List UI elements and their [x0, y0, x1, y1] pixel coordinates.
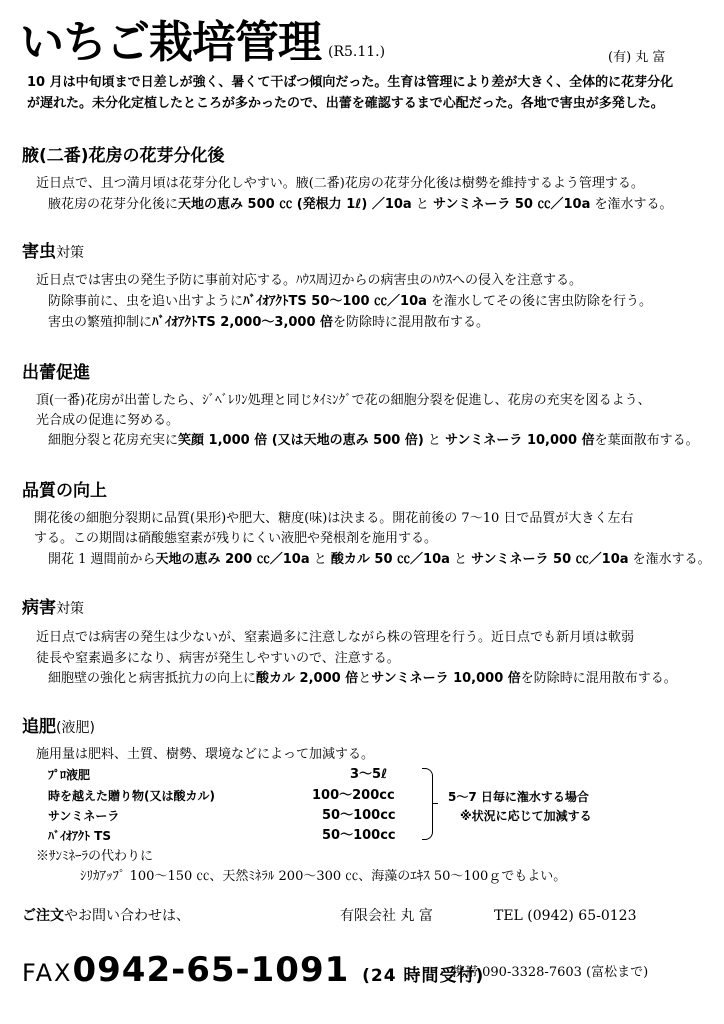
section-4-line-3: 開花 1 週間前から天地の恵み 200 ㏄／10a と 酸カル 50 ㏄／10a と サンミネーラ 50 ㏄／10a を潅水する。	[48, 552, 711, 567]
dose-item-amount: 50～100cc	[322, 828, 396, 843]
section-heading-pest: 害虫対策	[22, 242, 84, 262]
section-3-line-2: 光合成の促進に努める。	[36, 413, 180, 428]
section-heading-topdressing: 追肥(液肥)	[22, 717, 95, 737]
fax-line	[22, 950, 484, 996]
product-dose: 笑顔 1,000 倍 (又は天地の恵み 500 倍)	[178, 433, 424, 448]
section-1-line-1: 近日点で、且つ満月頃は花芽分化しやすい。腋(二番)花房の花芽分化後は樹勢を維持するよう管理する。	[36, 176, 644, 191]
fax-label: FAX	[22, 959, 73, 987]
dose-item-name: ﾌﾟﾛ液肥	[48, 768, 91, 782]
alternative-note: ※ｻﾝﾐﾈｰﾗの代わりに	[36, 849, 154, 864]
order-inquiry: ご注文やお問い合わせは、	[22, 908, 190, 924]
product-dose: 酸カル 50 ㏄／10a	[330, 552, 450, 567]
fax-hours: (24 時間受付)	[362, 966, 485, 986]
product-dose: 酸カル 2,000 倍	[256, 671, 359, 686]
product-dose: ﾊﾞｲｵｱｸﾄTS 2,000～3,000 倍	[152, 315, 334, 330]
page-title: いちご栽培管理	[20, 17, 321, 68]
section-6-line-1: 施用量は肥料、土質、樹勢、環境などによって加減する。	[36, 747, 375, 762]
dose-item-amount: 100～200cc	[312, 788, 395, 803]
section-heading-quality: 品質の向上	[22, 481, 107, 501]
company-name: 有限会社 丸 富	[340, 908, 433, 924]
product-dose: ﾊﾞｲｵｱｸﾄTS 50～100 ㏄／10a	[243, 294, 427, 309]
dose-bracket-tip	[432, 803, 438, 804]
section-5-line-3: 細胞壁の強化と病害抵抗力の向上に酸カル 2,000 倍とサンミネーラ 10,000 倍を防除時に混用散布する。	[48, 671, 677, 686]
section-heading-budding: 出蕾促進	[22, 363, 90, 383]
section-5-line-2: 徒長や窒素過多になり、病害が発生しやすいので、注意する。	[36, 651, 400, 666]
section-2-line-2: 防除事前に、虫を追い出すようにﾊﾞｲｵｱｸﾄTS 50～100 ㏄／10a を潅水してその後に害虫防除を行う。	[48, 294, 653, 309]
intro-line-1: 10 月は中旬頃まで日差しが強く、暑くて干ばつ傾向だった。生育は管理により差が大きく、全体的に花芽分化	[27, 75, 674, 90]
fax-number: 0942-65-1091	[72, 950, 350, 990]
dose-item-name: サンミネーラ	[48, 809, 120, 823]
irrigation-note: 5～7 日毎に潅水する場合	[448, 790, 589, 804]
section-2-line-1: 近日点では害虫の発生予防に事前対応する。ﾊｳｽ周辺からの病害虫のﾊｳｽへの侵入を注意する。	[36, 273, 583, 288]
section-heading-disease: 病害対策	[22, 598, 84, 618]
dose-item-name: 時を越えた贈り物(又は酸カル)	[48, 789, 215, 803]
section-heading-flower-bud: 腋(二番)花房の花芽分化後	[22, 146, 225, 166]
product-dose: サンミネーラ 50 ㏄／10a	[471, 552, 629, 567]
dose-bracket	[422, 768, 433, 840]
product-dose: 天地の恵み 500 ㏄ (発根力 1ℓ) ／10a	[178, 197, 412, 212]
product-dose: サンミネーラ 10,000 倍	[371, 671, 521, 686]
adjust-note: ※状況に応じて加減する	[460, 809, 592, 823]
section-4-line-2: する。この期間は硝酸態窒素が残りにくい液肥や発根剤を施用する。	[34, 531, 438, 546]
section-1-line-2: 腋花房の花芽分化後に天地の恵み 500 ㏄ (発根力 1ℓ) ／10a と サンミネーラ 50 ㏄／10a を潅水する。	[48, 197, 673, 212]
product-dose: サンミネーラ 50 ㏄／10a	[432, 197, 591, 212]
section-4-line-1: 開花後の細胞分裂期に品質(果形)や肥大、糖度(味)は決まる。開花前後の 7～10 日で品質が大きく左右	[34, 511, 634, 526]
telephone-number: TEL (0942) 65-0123	[494, 908, 637, 924]
section-5-line-1: 近日点では病害の発生は少ないが、窒素過多に注意しながら株の管理を行う。近日点でも新月頃は軟弱	[36, 630, 635, 645]
company-name-top: (有) 丸 富	[608, 50, 666, 65]
intro-line-2: が遅れた。未分化定植したところが多かったので、出蕾を確認するまで心配だった。各地で害虫が多発した。	[27, 96, 664, 111]
section-3-line-1: 頂(一番)花房が出蕾したら、ｼﾞﾍﾞﾚﾘﾝ処理と同じﾀｲﾐﾝｸﾞで花の細胞分裂を促進し、花房の充実を図るよう、	[36, 393, 651, 408]
product-dose: 天地の恵み 200 ㏄／10a	[155, 552, 310, 567]
section-3-line-3: 細胞分裂と花房充実に笑顔 1,000 倍 (又は天地の恵み 500 倍) と サンミネーラ 10,000 倍を葉面散布する。	[48, 433, 699, 448]
dose-item-name: ﾊﾞｲｵｱｸﾄ TS	[48, 829, 112, 843]
issue-date: (R5.11.)	[328, 44, 386, 60]
alternative-products: ｼﾘｶｱｯﾌﾟ 100～150 ㏄、天然ﾐﾈﾗﾙ 200～300 ㏄、海藻のｴｷｽ 50～100ｇでもよい。	[80, 869, 567, 884]
product-dose: サンミネーラ 10,000 倍	[445, 433, 595, 448]
mobile-number: 携帯 090-3328-7603 (富松まで)	[452, 965, 649, 980]
dose-item-amount: 3～5ℓ	[350, 767, 388, 782]
dose-item-amount: 50～100cc	[322, 808, 396, 823]
section-2-line-3: 害虫の繁殖抑制にﾊﾞｲｵｱｸﾄTS 2,000～3,000 倍を防除時に混用散布する。	[48, 315, 490, 330]
